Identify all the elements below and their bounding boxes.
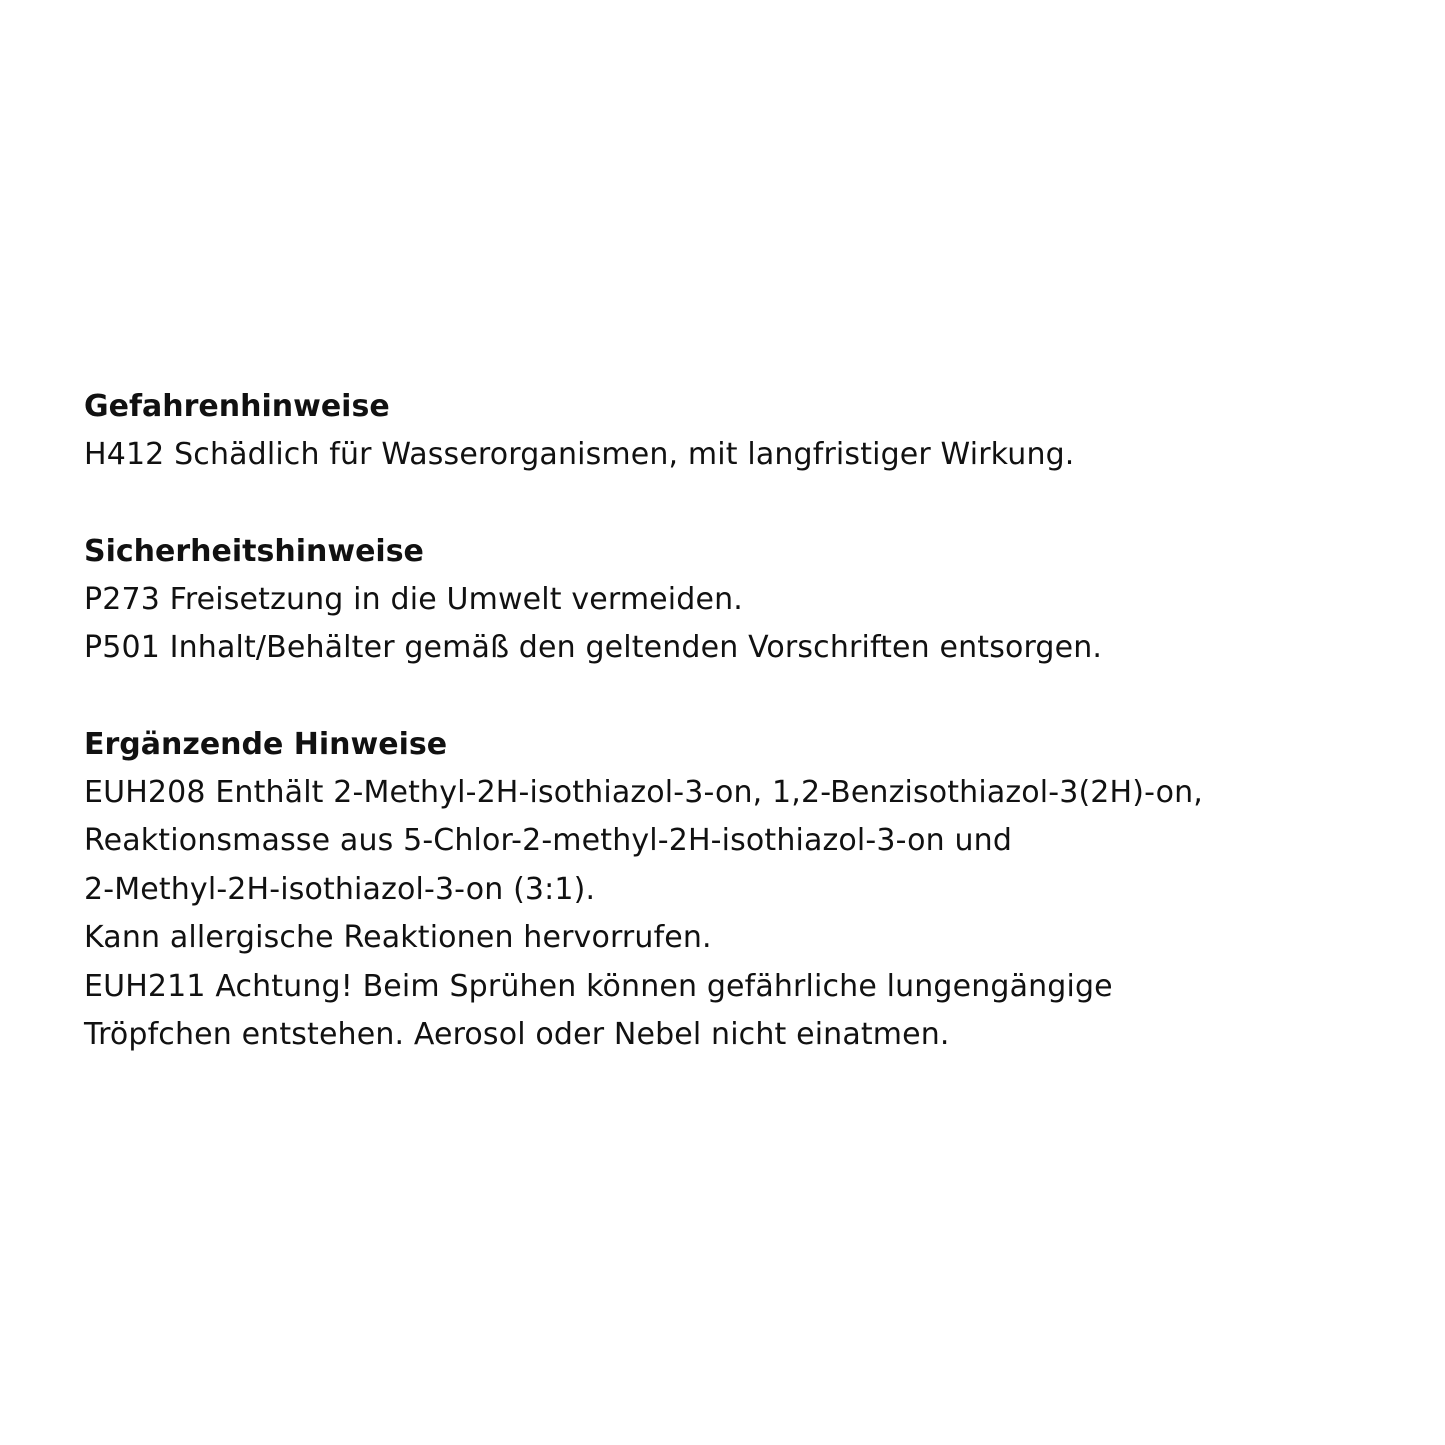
- section-heading: Sicherheitshinweise: [84, 533, 424, 569]
- statement-line: Kann allergische Reaktionen hervorrufen.: [84, 920, 712, 955]
- section-heading: Ergänzende Hinweise: [84, 726, 448, 762]
- hazard-statements-document: [84, 383, 1404, 1060]
- section-supplementary-statements: [84, 721, 1404, 1060]
- statement-line: 2-Methyl-2H-isothiazol-3-on (3:1).: [84, 871, 596, 907]
- statement-line: Tröpfchen entstehen. Aerosol oder Nebel nicht einatmen.: [84, 1017, 950, 1052]
- section-precautionary-statements: [84, 528, 1404, 673]
- section-hazard-statements: [84, 383, 1404, 480]
- statement-line: EUH208 Enthält 2-Methyl-2H-isothiazol-3-on, 1,2-Benzisothiazol-3(2H)-on,: [84, 774, 1203, 810]
- statement-line: EUH211 Achtung! Beim Sprühen können gefährliche lungengängige: [84, 968, 1113, 1004]
- section-heading: Gefahrenhinweise: [84, 389, 390, 424]
- statement-line: P273 Freisetzung in die Umwelt vermeiden.: [84, 581, 743, 617]
- statement-line: Reaktionsmasse aus 5-Chlor-2-methyl-2H-isothiazol-3-on und: [84, 823, 1013, 858]
- statement-line: H412 Schädlich für Wasserorganismen, mit langfristiger Wirkung.: [84, 437, 1075, 472]
- statement-line: P501 Inhalt/Behälter gemäß den geltenden Vorschriften entsorgen.: [84, 630, 1103, 665]
